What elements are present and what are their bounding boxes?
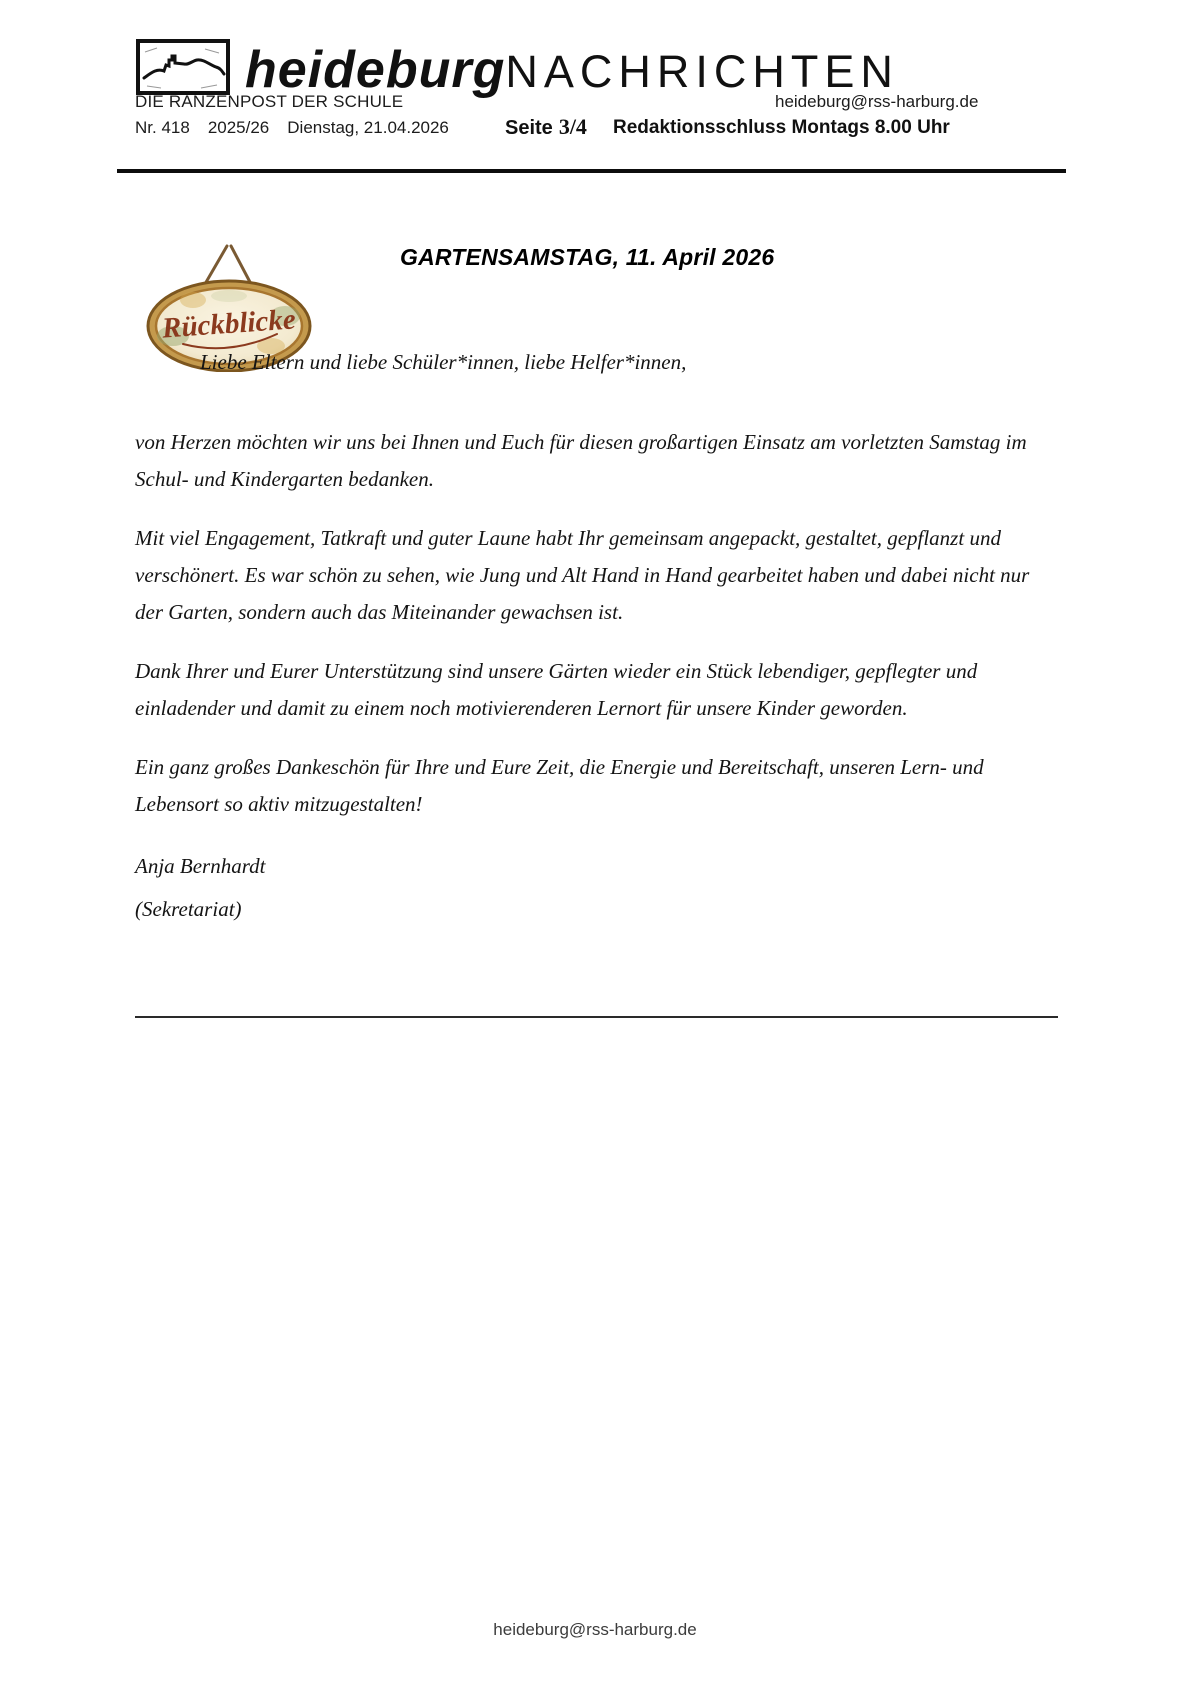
- issue-line: [135, 118, 467, 138]
- masthead-title-caps: NACHRICHTEN: [505, 46, 899, 97]
- section-divider: [135, 1016, 1058, 1018]
- header-rule: [117, 169, 1066, 173]
- signature-role: (Sekretariat): [135, 897, 242, 921]
- article-title: GARTENSAMSTAG, 11. April 2026: [400, 244, 775, 270]
- signature-name: Anja Bernhardt: [135, 854, 266, 878]
- letter-body: [135, 424, 1060, 931]
- paragraph: Dank Ihrer und Eurer Unterstützung sind unsere Gärten wieder ein Stück lebendiger, gepflegter und einladender und damit zu einem noch motivierenderen Lernort für unsere Kinder geworden.: [135, 659, 978, 720]
- page-indicator-value: 3/4: [558, 114, 587, 139]
- masthead-title: [245, 41, 899, 99]
- footer-email: heideburg@rss-harburg.de: [493, 1620, 697, 1639]
- paragraph: Mit viel Engagement, Tatkraft und guter Laune habt Ihr gemeinsam angepackt, gestaltet, gepflanzt und verschönert. Es war schön zu sehen, wie Jung und Alt Hand in Hand gearbeitet haben und dabei nicht nur der Garten, sondern auch das Miteinander gewachsen ist.: [135, 526, 1030, 624]
- masthead: [135, 38, 899, 99]
- issue-date: Dienstag, 21.04.2026: [287, 118, 449, 137]
- paragraph: von Herzen möchten wir uns bei Ihnen und Euch für diesen großartigen Einsatz am vorletzten Samstag im Schul- und Kindergarten bedanken.: [135, 430, 1027, 491]
- issue-year: 2025/26: [207, 118, 270, 137]
- masthead-title-script: heideburg: [245, 41, 506, 99]
- header-email: heideburg@rss-harburg.de: [775, 92, 979, 111]
- salutation: Liebe Eltern und liebe Schüler*innen, liebe Helfer*innen,: [200, 350, 687, 374]
- page-indicator-label: Seite: [505, 117, 553, 139]
- school-logo-icon: [135, 38, 231, 96]
- page-indicator: [505, 114, 587, 140]
- paragraph: Ein ganz großes Dankeschön für Ihre und Eure Zeit, die Energie und Bereitschaft, unseren Lern- und Lebensort so aktiv mitzugestalten!: [135, 755, 984, 816]
- deadline-note: Redaktionsschluss Montags 8.00 Uhr: [613, 117, 950, 138]
- issue-number: Nr. 418: [135, 118, 190, 137]
- badge-script-text: Rückblicke: [161, 303, 297, 345]
- masthead-subtitle: DIE RANZENPOST DER SCHULE: [135, 92, 404, 111]
- signature-block: [135, 845, 1060, 931]
